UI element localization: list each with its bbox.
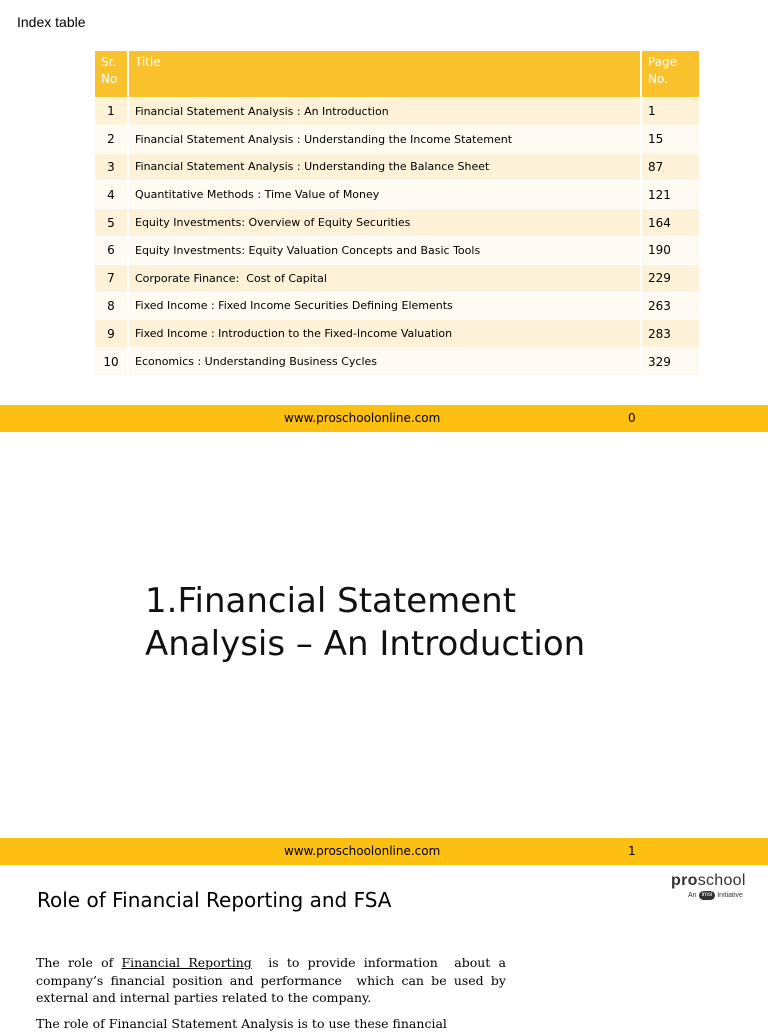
table-row [95, 153, 699, 181]
slide-title-line-2: Analysis – An Introduction [145, 624, 586, 664]
table-row [95, 181, 699, 209]
footer-page-number: 1 [628, 844, 636, 858]
table-row [95, 264, 699, 292]
row-page: 1 [641, 98, 699, 126]
proschool-logo [671, 872, 763, 902]
row-page: 121 [641, 181, 699, 209]
row-number: 10 [95, 348, 128, 375]
paragraph-prefix: The role of [36, 955, 122, 970]
slide-title-line-1: 1.Financial Statement [145, 581, 517, 621]
footer-url[interactable]: www.proschoolonline.com [284, 411, 441, 425]
logo-pro-text: pro [671, 872, 698, 889]
row-number: 3 [95, 153, 128, 181]
logo-tagline-suffix: Initiative [717, 892, 743, 899]
table-row [95, 236, 699, 264]
paragraph-rest: is to provide information about a company’s financial position and performance which can be used by external and internal parties related to the company. [36, 955, 510, 1005]
row-title: Quantitative Methods : Time Value of Money [128, 181, 641, 209]
row-title: Equity Investments: Equity Valuation Concepts and Basic Tools [128, 236, 641, 264]
row-title: Financial Statement Analysis : An Introduction [128, 98, 641, 126]
table-row [95, 292, 699, 320]
row-number: 6 [95, 236, 128, 264]
logo-tagline-prefix: An [688, 892, 697, 899]
row-page: 283 [641, 320, 699, 348]
row-page: 87 [641, 153, 699, 181]
section-heading: Role of Financial Reporting and FSA [37, 888, 392, 912]
logo-wordmark [671, 872, 763, 890]
header-sr-no: Sr. No [95, 51, 128, 98]
row-number: 9 [95, 320, 128, 348]
term-financial-reporting: Financial Reporting [121, 955, 252, 970]
footer-bar [0, 838, 768, 865]
row-page: 229 [641, 264, 699, 292]
row-page: 263 [641, 292, 699, 320]
logo-tagline [688, 891, 763, 900]
row-title: Financial Statement Analysis : Understanding the Balance Sheet [128, 153, 641, 181]
paragraph-financial-reporting [36, 954, 510, 1007]
footer-url[interactable]: www.proschoolonline.com [284, 844, 441, 858]
paragraph-fsa: The role of Financial Statement Analysis is to use these financial [36, 1016, 447, 1031]
table-row [95, 125, 699, 153]
slide-title [145, 580, 585, 666]
row-title: Financial Statement Analysis : Understanding the Income Statement [128, 125, 641, 153]
footer-bar [0, 405, 768, 432]
row-number: 1 [95, 98, 128, 126]
row-title: Equity Investments: Overview of Equity Securities [128, 209, 641, 237]
table-row [95, 320, 699, 348]
row-page: 190 [641, 236, 699, 264]
row-number: 8 [95, 292, 128, 320]
row-title: Economics : Understanding Business Cycles [128, 348, 641, 375]
footer-page-number: 0 [628, 411, 636, 425]
row-title: Fixed Income : Introduction to the Fixed-Income Valuation [128, 320, 641, 348]
table-row [95, 98, 699, 126]
row-number: 4 [95, 181, 128, 209]
row-number: 5 [95, 209, 128, 237]
row-page: 164 [641, 209, 699, 237]
index-table [95, 51, 699, 375]
index-heading: Index table [17, 14, 86, 30]
table-header-row [95, 51, 699, 98]
row-number: 7 [95, 264, 128, 292]
logo-badge-icon: imsi [699, 891, 716, 900]
header-title: Title [128, 51, 641, 98]
row-title: Fixed Income : Fixed Income Securities Defining Elements [128, 292, 641, 320]
row-page: 329 [641, 348, 699, 375]
table-row [95, 348, 699, 375]
table-row [95, 209, 699, 237]
row-number: 2 [95, 125, 128, 153]
row-page: 15 [641, 125, 699, 153]
row-title: Corporate Finance: Cost of Capital [128, 264, 641, 292]
header-page-no: Page No. [641, 51, 699, 98]
logo-school-text: school [697, 872, 746, 889]
